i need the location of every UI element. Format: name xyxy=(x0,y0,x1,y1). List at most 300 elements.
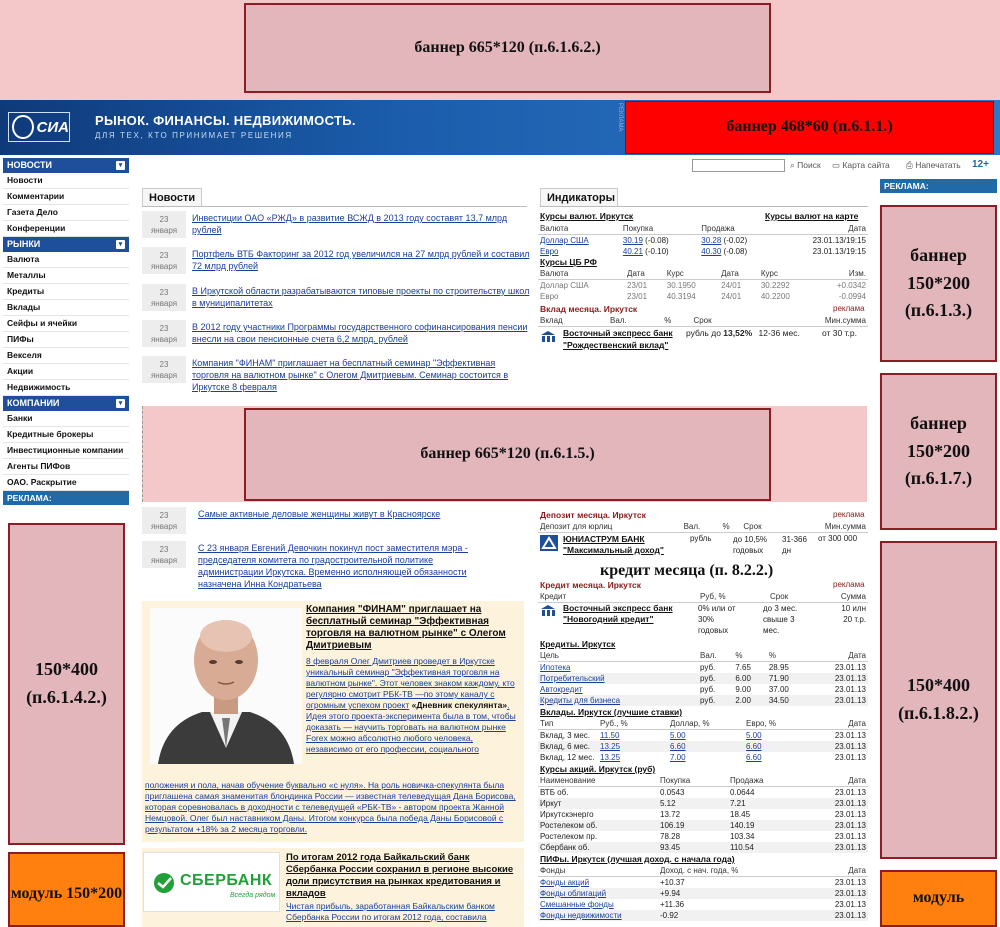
table-cell[interactable]: Смешанные фонды xyxy=(540,900,614,909)
table-cell: 30.1950 xyxy=(666,281,696,290)
deposit-min: от 30 т.р. xyxy=(822,328,858,338)
header-banner-label: баннер 468*60 (п.6.1.1.) xyxy=(726,118,893,136)
search-input[interactable] xyxy=(692,159,785,172)
right-banner-2[interactable] xyxy=(880,373,997,530)
nav-item-brokers[interactable]: Кредитные брокеры xyxy=(3,427,129,443)
nav-item-bills[interactable]: Векселя xyxy=(3,348,129,364)
table-cell: Продажа xyxy=(728,775,800,787)
nav-item-credits[interactable]: Кредиты xyxy=(3,284,129,300)
promo-sber-body[interactable]: Чистая прибыль, заработанная Байкальским банком Сбербанка России по итогам 2012 года, составила xyxy=(286,901,495,922)
table-cell: Евро xyxy=(540,292,559,301)
table-cell: 23.01.13 xyxy=(834,911,866,920)
table-cell: 13.72 xyxy=(660,810,681,819)
credit-month-overlay-label: кредит месяца (п. 8.2.2.) xyxy=(600,562,774,579)
deposits-row xyxy=(538,730,868,742)
pifs-row xyxy=(538,888,868,899)
right-module-label: модуль xyxy=(912,889,965,907)
table-cell[interactable]: Фонды недвижимости xyxy=(540,911,622,920)
print-link[interactable] xyxy=(906,160,961,171)
bank-logo-icon xyxy=(540,604,556,620)
table-cell: 71.90 xyxy=(768,674,789,683)
nav-head-companies[interactable] xyxy=(3,396,129,411)
table-cell[interactable]: 13.25 xyxy=(600,753,621,762)
table-cell: 34.50 xyxy=(768,696,789,705)
table-cell: Доход. с нач. года, % xyxy=(658,865,805,877)
deposits-title[interactable]: Вклады. Иркутск (лучшие ставки) xyxy=(540,707,683,717)
nav-head-companies-label: КОМПАНИИ xyxy=(7,398,60,408)
news-title[interactable]: Инвестиции ОАО «РЖД» в развитие ВСЖД в 2013 году составят 13,7 млрд рублей xyxy=(192,213,508,235)
nav-head-markets-label: РЫНКИ xyxy=(7,239,41,249)
table-cell: 23.01.13 xyxy=(834,821,866,830)
collapse-icon[interactable]: ▾ xyxy=(116,399,125,408)
table-cell: 23.01.13 xyxy=(834,696,866,705)
table-cell: 103.34 xyxy=(730,832,755,841)
table-cell: Срок xyxy=(768,591,811,603)
table-cell[interactable]: Фонды акций xyxy=(540,878,590,887)
table-cell: % xyxy=(767,650,808,662)
mid-banner[interactable] xyxy=(244,408,771,501)
nav-item-newspaper[interactable]: Газета Дело xyxy=(3,205,129,221)
text-fragment: рубль xyxy=(686,328,709,338)
deposit-month-title: Вклад месяца. Иркутск xyxy=(540,304,638,314)
sitemap-link-label: Карта сайта xyxy=(842,160,890,170)
right-banner-2-label: баннер 150*200 (п.6.1.7.) xyxy=(904,412,973,489)
indicators-divider xyxy=(540,206,868,207)
logo-mark-icon xyxy=(12,115,34,139)
table-cell: Курс xyxy=(665,268,719,280)
news-date xyxy=(142,211,186,238)
text-fragment: января xyxy=(150,262,178,271)
top-banner-label: баннер 665*120 (п.6.1.6.2.) xyxy=(414,38,601,56)
deposits-table xyxy=(538,718,868,763)
table-cell: 23.01.13 xyxy=(834,843,866,852)
news-item[interactable] xyxy=(142,247,530,280)
credit-sum: 10 илн 20 т.р. xyxy=(841,604,866,624)
text-fragment: 13,52% xyxy=(723,328,753,338)
nav-item-metals[interactable]: Металлы xyxy=(3,268,129,284)
fx-title[interactable]: Курсы валют. Иркутск xyxy=(540,211,634,221)
table-cell: 23/01 xyxy=(627,292,648,301)
text-fragment: 23 xyxy=(159,360,169,369)
sitemap-icon: ▭ xyxy=(832,160,841,170)
news-title[interactable]: В Иркутской области разрабатываются типовые проекты по строительству школ в муниципалитетах xyxy=(192,286,530,308)
news-divider xyxy=(142,206,527,207)
table-cell: Дата xyxy=(625,268,665,280)
table-cell: 140.19 xyxy=(730,821,755,830)
right-banner-3[interactable] xyxy=(880,541,997,859)
site-subslogan: ДЛЯ ТЕХ, КТО ПРИНИМАЕТ РЕШЕНИЯ xyxy=(95,131,293,140)
indicators-header: Индикаторы xyxy=(540,188,618,207)
table-cell[interactable]: 6.60 xyxy=(746,742,762,751)
search-link-label: Поиск xyxy=(797,160,821,170)
promo-finam-body-cont[interactable]: положения и пола, начав обучение буквально «с нуля». На роль новичка-спекулянта была приглашена самая знаменитая блондинка России — известная телеведущая Дана Борисова, которая соревновалась в доходности с телеведущей «РБК-ТВ» - автором проекта Жанной Немцовой. Олег был наставником Даны. Итогом конкурса была победа Даны Борисовой с результатом +18% за 2 месяца торговли. xyxy=(145,780,516,834)
news-title[interactable]: С 23 января Евгений Девочкин покинул пост заместителя мэра - председателя комитета по градостроительной политике администрации Иркутска. Временно исполняющей обязанности назначена Инна Кондратьева xyxy=(198,543,468,589)
credits-row xyxy=(538,662,868,674)
table-cell: Руб., % xyxy=(598,718,668,730)
table-cell[interactable]: Ипотека xyxy=(540,663,571,672)
table-cell: 9.00 xyxy=(735,685,751,694)
table-cell: Дата xyxy=(778,223,868,235)
text-fragment: 23 xyxy=(159,324,169,333)
table-cell[interactable]: 6.60 xyxy=(746,753,762,762)
table-cell: Иркутскэнерго xyxy=(540,810,594,819)
uniastrum-logo-icon xyxy=(540,535,558,551)
table-cell: Вал. xyxy=(698,650,733,662)
table-cell: 0.0644 xyxy=(730,788,755,797)
table-cell: 23.01.13/19:15 xyxy=(812,247,866,256)
collapse-icon[interactable]: ▾ xyxy=(116,161,125,170)
credit-name-link[interactable]: "Новогодний кредит" xyxy=(563,614,654,624)
table-cell: 28.95 xyxy=(768,663,789,672)
table-cell: +11.36 xyxy=(660,900,685,909)
table-cell[interactable]: 5.00 xyxy=(670,731,686,740)
table-cell: Мин.сумма xyxy=(750,315,868,327)
table-cell: 0.0543 xyxy=(660,788,685,797)
table-cell: руб. xyxy=(700,696,716,705)
table-cell: Валюта xyxy=(538,268,625,280)
nav-item-banks[interactable]: Банки xyxy=(3,411,129,427)
credit-rate: 0% или от 30% годовых xyxy=(698,604,736,635)
table-cell: Вал. xyxy=(608,315,662,327)
text-fragment: января xyxy=(150,299,178,308)
table-cell[interactable]: 5.00 xyxy=(746,731,762,740)
table-cell: 7.65 xyxy=(735,663,751,672)
credit-month-reklama: реклама xyxy=(833,580,865,589)
table-cell: 78.28 xyxy=(660,832,681,841)
table-cell: % xyxy=(662,315,691,327)
left-module-label: модуль 150*200 xyxy=(10,885,123,902)
table-cell: Депозит для юрлиц xyxy=(538,521,682,533)
table-cell: руб. xyxy=(700,663,716,672)
cb-row xyxy=(538,291,868,302)
deposit-month-table xyxy=(538,315,868,327)
stocks-row xyxy=(538,831,868,842)
text-fragment[interactable]: . Идея этого проекта-эксперимента была в том, чтобы доказать — научить торговать на валютном рынке Forex можно абсолютно любого человека, независимо от его профессии, социального xyxy=(306,700,516,754)
nav-head-news-label: НОВОСТИ xyxy=(7,160,53,170)
text-fragment: января xyxy=(150,335,178,344)
nav-item-currency[interactable]: Валюта xyxy=(3,252,129,268)
nav-item-news[interactable]: Новости xyxy=(3,173,129,189)
pifs-row xyxy=(538,899,868,910)
table-cell: -0.0994 xyxy=(838,292,866,301)
fx-table xyxy=(538,223,868,257)
table-cell: 23.01.13 xyxy=(834,878,866,887)
promo-sber-title[interactable]: По итогам 2012 года Байкальский банк Сбербанка России сохранил в регионе высокие доли присутствия на рынках кредитования и вкладов xyxy=(286,852,514,899)
cb-row xyxy=(538,280,868,292)
text-fragment: 23 xyxy=(159,511,169,520)
table-cell: Доллар, % xyxy=(668,718,744,730)
deposits-row xyxy=(538,752,868,763)
table-cell: 40.2200 xyxy=(760,292,790,301)
nav-head-markets[interactable] xyxy=(3,237,129,252)
table-cell[interactable]: Кредиты для бизнеса xyxy=(540,696,621,705)
table-cell[interactable]: Фонды облигаций xyxy=(540,889,607,898)
corp-deposit-term: 31-366 дн xyxy=(782,535,807,555)
text-fragment: 23 xyxy=(159,251,169,260)
news-date xyxy=(142,356,186,383)
sberbank-logo-text: СБЕРБАНК xyxy=(180,872,273,889)
header-banner[interactable] xyxy=(625,101,994,154)
deposit-month-reklama: реклама xyxy=(833,304,865,313)
text-fragment[interactable]: 8 февраля Олег Дмитриев проведет в Иркутске уникальный семинар "Эффективная торговля на валютном рынке". Этот человек знаком каждому, кто регулярно смотрит РБК-ТВ —по этому каналу с огромным успехом проект xyxy=(306,656,515,710)
table-cell: Дата xyxy=(719,268,759,280)
site-logo[interactable] xyxy=(8,112,70,142)
text-fragment: до xyxy=(711,328,721,338)
table-cell: Дата xyxy=(800,775,868,787)
news-date xyxy=(142,320,186,347)
table-cell: 30.28 (-0.02) xyxy=(701,236,748,245)
corp-deposit-bank-link[interactable]: ЮНИАСТРУМ БАНК xyxy=(563,534,645,544)
credits-row xyxy=(538,684,868,695)
table-cell: Наименование xyxy=(538,775,658,787)
table-cell[interactable]: 13.25 xyxy=(600,742,621,751)
fx-row xyxy=(538,235,868,247)
credit-month-table xyxy=(538,591,868,603)
news-item[interactable] xyxy=(142,356,527,398)
table-cell: 23.01.13 xyxy=(834,731,866,740)
news-title[interactable]: Компания "ФИНАМ" приглашает на бесплатный семинар "Эффективная торговля на валютном рынке" с Олегом Дмитриевым. Семинар состоится в Иркутске 8 февраля xyxy=(192,358,509,392)
corp-deposit-min: от 300 000 xyxy=(818,534,858,543)
table-cell: 23.01.13 xyxy=(834,799,866,808)
table-cell: % xyxy=(733,650,766,662)
table-cell: 7.21 xyxy=(730,799,746,808)
table-cell: Вклад, 12 мес. xyxy=(540,753,595,762)
person-photo-image xyxy=(150,608,302,764)
table-cell: -0.92 xyxy=(660,911,679,920)
news-date xyxy=(142,284,186,311)
table-cell: 23.01.13 xyxy=(834,663,866,672)
credits-row xyxy=(538,673,868,684)
right-banner-3-label: 150*400 (п.6.1.8.2.) xyxy=(898,675,979,723)
nav-head-news[interactable] xyxy=(3,158,129,173)
top-banner[interactable] xyxy=(244,3,771,93)
nav-item-pif-agents[interactable]: Агенты ПИФов xyxy=(3,459,129,475)
table-cell: Дата xyxy=(805,718,868,730)
news-item[interactable] xyxy=(142,211,527,244)
table-cell: Фонды xyxy=(538,865,658,877)
table-cell: Вал. xyxy=(682,521,721,533)
fx-map-link[interactable]: Курсы валют на карте xyxy=(765,211,859,221)
pifs-row xyxy=(538,877,868,889)
bank-logo-icon xyxy=(540,330,556,346)
table-cell: Сбербанк об. xyxy=(540,843,590,852)
table-cell: Ростелеком пр. xyxy=(540,832,598,841)
print-icon: ⎙ xyxy=(906,160,913,170)
stocks-table xyxy=(538,775,868,853)
person-photo xyxy=(150,608,302,764)
deposit-terms xyxy=(686,328,800,338)
table-cell: Ростелеком об. xyxy=(540,821,598,830)
table-cell: 6.00 xyxy=(735,674,751,683)
table-cell: 93.45 xyxy=(660,843,681,852)
news-item[interactable] xyxy=(142,507,527,537)
table-cell: 23.01.13 xyxy=(834,753,866,762)
sitemap-link[interactable] xyxy=(832,160,890,171)
table-cell: % xyxy=(720,521,741,533)
right-banner-1[interactable] xyxy=(880,205,997,362)
right-module-banner[interactable] xyxy=(880,870,997,927)
table-cell: Срок xyxy=(691,315,749,327)
corp-deposit-cur: рубль xyxy=(690,534,712,543)
deposit-name-link[interactable]: "Рождественский вклад" xyxy=(563,340,669,350)
stocks-row xyxy=(538,809,868,820)
text-fragment: января xyxy=(150,556,178,565)
table-cell: ВТБ об. xyxy=(540,788,569,797)
table-cell: 23.01.13 xyxy=(834,742,866,751)
nav-item-investment[interactable]: Инвестиционные компании xyxy=(3,443,129,459)
table-cell: 23.01.13/19:15 xyxy=(812,236,866,245)
news-date xyxy=(142,541,186,568)
table-cell: Иркут xyxy=(540,799,562,808)
promo-finam-body xyxy=(306,656,520,755)
table-cell: 23.01.13 xyxy=(834,674,866,683)
deposit-bank-link[interactable]: Восточный экспресс банк xyxy=(563,328,673,338)
search-icon: ⌕ xyxy=(790,160,795,170)
nav-item-conferences[interactable]: Конференции xyxy=(3,221,129,237)
table-cell: 30.2292 xyxy=(760,281,790,290)
sberbank-slogan: Всегда рядом xyxy=(230,892,276,899)
nav-item-deposits[interactable]: Вклады xyxy=(3,300,129,316)
nav-item-pifs[interactable]: ПИФы xyxy=(3,332,129,348)
news-title[interactable]: Портфель ВТБ Факторинг за 2012 год увеличился на 27 млрд рублей и составил 72 млрд рублей xyxy=(192,249,530,271)
news-date xyxy=(142,507,186,534)
table-cell: Изм. xyxy=(813,268,868,280)
table-cell: 2.00 xyxy=(735,696,751,705)
credit-bank-link[interactable]: Восточный экспресс банк xyxy=(563,603,673,613)
table-cell[interactable]: Евро xyxy=(540,247,559,256)
table-cell: Сумма xyxy=(811,591,868,603)
table-cell[interactable]: 7.00 xyxy=(670,753,686,762)
table-cell: Вклад xyxy=(538,315,608,327)
pifs-table xyxy=(538,865,868,921)
text-fragment: 23 xyxy=(159,288,169,297)
corp-deposit-table xyxy=(538,521,868,533)
left-nav xyxy=(3,158,129,505)
stocks-row xyxy=(538,798,868,809)
left-banner[interactable] xyxy=(8,523,125,845)
fx-row xyxy=(538,246,868,257)
table-cell: 37.00 xyxy=(768,685,789,694)
table-cell: 24/01 xyxy=(721,292,742,301)
table-cell: 23.01.13 xyxy=(834,832,866,841)
table-cell: руб. xyxy=(700,685,716,694)
table-cell: руб. xyxy=(700,674,716,683)
table-cell: Вклад, 3 мес. xyxy=(540,731,590,740)
nav-item-safes[interactable]: Сейфы и ячейки xyxy=(3,316,129,332)
news-date xyxy=(142,247,186,274)
table-cell: 23/01 xyxy=(627,281,648,290)
deposits-row xyxy=(538,741,868,752)
text-fragment: 23 xyxy=(159,215,169,224)
table-cell: Покупка xyxy=(621,223,699,235)
table-cell: Покупка xyxy=(658,775,728,787)
news-title[interactable]: Самые активные деловые женщины живут в Красноярске xyxy=(198,509,441,519)
table-cell: Мин.сумма xyxy=(783,521,868,533)
table-cell: 24/01 xyxy=(721,281,742,290)
table-cell[interactable]: 11.50 xyxy=(600,731,620,740)
cb-title[interactable]: Курсы ЦБ РФ xyxy=(540,257,597,267)
nav-item-stocks[interactable]: Акции xyxy=(3,364,129,380)
table-cell[interactable]: Автокредит xyxy=(540,685,583,694)
table-cell: Цель xyxy=(538,650,698,662)
credits-title[interactable]: Кредиты. Иркутск xyxy=(540,639,616,649)
stocks-row xyxy=(538,842,868,853)
stocks-title[interactable]: Курсы акций. Иркутск (руб) xyxy=(540,764,656,774)
credits-table xyxy=(538,650,868,706)
nav-item-disclosure[interactable]: ОАО. Раскрытие xyxy=(3,475,129,491)
table-cell: +0.0342 xyxy=(836,281,866,290)
table-cell: 23.01.13 xyxy=(834,900,866,909)
table-cell: Вклад, 6 мес. xyxy=(540,742,590,751)
table-cell: Валюта xyxy=(538,223,621,235)
left-module-banner[interactable] xyxy=(8,852,125,927)
table-cell: Тип xyxy=(538,718,598,730)
table-cell: 40.30 (-0.08) xyxy=(701,247,748,256)
table-cell: 23.01.13 xyxy=(834,810,866,819)
right-reklama-head: РЕКЛАМА: xyxy=(880,179,997,193)
pifs-row xyxy=(538,910,868,921)
right-banner-1-label: баннер 150*200 (п.6.1.3.) xyxy=(904,244,973,321)
news-item[interactable] xyxy=(142,284,530,317)
age-rating: 12+ xyxy=(972,159,989,170)
left-banner-label: 150*400 (п.6.1.4.2.) xyxy=(26,659,107,707)
collapse-icon[interactable]: ▾ xyxy=(116,240,125,249)
search-link[interactable] xyxy=(790,160,821,171)
table-cell[interactable]: Доллар США xyxy=(540,236,589,245)
credits-row xyxy=(538,695,868,706)
table-cell: 40.21 (-0.10) xyxy=(622,247,669,256)
header-reklama-label: РЕКЛАМА xyxy=(617,103,623,132)
news-item[interactable] xyxy=(142,320,527,353)
table-cell: 23.01.13 xyxy=(834,685,866,694)
pifs-title[interactable]: ПИФы. Иркутск (лучшая доход. с начала года) xyxy=(540,854,735,864)
corp-deposit-reklama: реклама xyxy=(833,510,865,519)
table-cell[interactable]: 6.60 xyxy=(670,742,686,751)
cb-table xyxy=(538,268,868,302)
table-cell: 40.3194 xyxy=(666,292,696,301)
print-link-label: Напечатать xyxy=(915,160,961,170)
corp-deposit-title: Депозит месяца. Иркутск xyxy=(540,510,646,520)
site-slogan: РЫНОК. ФИНАНСЫ. НЕДВИЖИМОСТЬ. xyxy=(95,113,356,128)
table-cell[interactable]: Потребительский xyxy=(540,674,605,683)
news-title[interactable]: В 2012 году участники Программы государственного софинансирования пенсии внесли на свои пенсионные счета 6,2 млрд. рублей xyxy=(192,322,528,344)
text-fragment: «Дневник спекулянта» xyxy=(411,700,508,710)
news-item[interactable] xyxy=(142,541,527,593)
table-cell: 23.01.13 xyxy=(834,788,866,797)
corp-deposit-name-link[interactable]: "Максимальный доход" xyxy=(563,545,664,555)
promo-finam-title[interactable]: Компания "ФИНАМ" приглашает на бесплатный семинар "Эффективная торговля на валютном рынке" с Олегом Дмитриевым xyxy=(306,604,506,651)
nav-item-comments[interactable]: Комментарии xyxy=(3,189,129,205)
table-cell: 30.19 (-0.08) xyxy=(622,236,669,245)
text-fragment: января xyxy=(150,226,178,235)
credit-month-title: Кредит месяца. Иркутск xyxy=(540,580,642,590)
text-fragment: 23 xyxy=(159,545,169,554)
table-cell: 18.45 xyxy=(730,810,751,819)
table-cell: Кредит xyxy=(538,591,698,603)
corp-deposit-rate: до 10,5% годовых xyxy=(733,535,768,555)
sberbank-logo[interactable] xyxy=(143,852,280,912)
table-cell: +10.37 xyxy=(660,878,685,887)
stocks-row xyxy=(538,787,868,799)
text-fragment: января xyxy=(150,522,178,531)
table-cell: Евро, % xyxy=(744,718,805,730)
sberbank-logo-icon xyxy=(152,871,176,895)
nav-item-realty[interactable]: Недвижимость xyxy=(3,380,129,396)
table-cell: 23.01.13 xyxy=(834,889,866,898)
text-fragment: января xyxy=(150,371,178,380)
table-cell: Курс xyxy=(759,268,813,280)
left-reklama-head: РЕКЛАМА: xyxy=(3,491,129,505)
